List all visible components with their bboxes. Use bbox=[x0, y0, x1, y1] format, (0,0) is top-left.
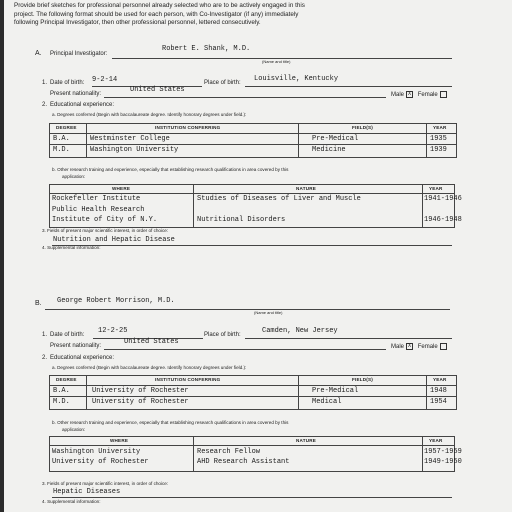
b-res-row-2-nature: AHD Research Assistant bbox=[197, 458, 290, 466]
a-deg-row-1-year: 1935 bbox=[430, 135, 447, 143]
a-deg-row-2-degree: M.D. bbox=[53, 146, 70, 154]
b-col-degree: DEGREE bbox=[56, 377, 77, 382]
a-degrees-col-rule-1 bbox=[86, 123, 87, 157]
intro-line-1: Provide brief sketches for professional personnel already selected who are to be actively engaged in this bbox=[14, 2, 305, 9]
b-res-row-1-nature: Research Fellow bbox=[197, 448, 261, 456]
a-degrees-col-rule-2 bbox=[298, 123, 299, 157]
b-dob-label: Date of birth: bbox=[50, 332, 85, 338]
b-res-row-2-year: 1949-1950 bbox=[424, 458, 462, 466]
a-q1-number: 1. bbox=[42, 80, 48, 86]
a-q3-text: 3. Fields of present major scientific interest, in order of choice: bbox=[42, 228, 169, 233]
a-q2-number: 2. bbox=[42, 102, 48, 108]
a-q2b-text-2: application: bbox=[62, 174, 86, 179]
a-col-institution: INSTITUTION CONFERRING bbox=[155, 125, 221, 130]
a-res-row-2-where: Public Health Research bbox=[52, 206, 145, 214]
b-col-research-year: YEAR bbox=[429, 438, 443, 443]
b-degrees-header-rule bbox=[49, 385, 456, 386]
b-name-caption: (Name and title) bbox=[254, 310, 283, 315]
b-pob[interactable]: Camden, New Jersey bbox=[262, 327, 338, 335]
a-nationality-line bbox=[104, 97, 386, 98]
a-q2a-text: a. Degrees conferred (Begin with baccalaureate degree. Identify honorary degrees under field.): bbox=[52, 112, 247, 117]
a-female-label: Female bbox=[417, 92, 438, 99]
b-research-header-rule bbox=[49, 445, 454, 446]
a-deg-row-2-institution: Washington University bbox=[90, 146, 179, 154]
a-pob-label: Place of birth: bbox=[204, 80, 241, 86]
a-deg-row-2-year: 1939 bbox=[430, 146, 447, 154]
a-nationality-label: Present nationality: bbox=[50, 91, 102, 97]
b-deg-row-1-institution: University of Rochester bbox=[92, 387, 189, 395]
b-deg-row-2-field: Medical bbox=[312, 398, 342, 406]
pi-name[interactable]: Robert E. Shank, M.D. bbox=[162, 45, 251, 53]
a-edu-label: Educational experience: bbox=[50, 102, 115, 108]
b-female-label: Female bbox=[417, 344, 438, 351]
b-q4-text: 4. Supplemental information: bbox=[42, 499, 101, 504]
a-pob-line bbox=[245, 86, 452, 87]
pi-name-caption: (Name and title) bbox=[262, 59, 291, 64]
intro-text bbox=[14, 2, 504, 28]
a-research-col-rule-2 bbox=[422, 184, 423, 227]
intro-line-2: project. The following format should be used for each person, with Co-Investigator (if any) immediately bbox=[14, 10, 299, 18]
b-degrees-col-rule-2 bbox=[298, 375, 299, 409]
b-res-row-1-year: 1957-1959 bbox=[424, 448, 462, 456]
b-col-fields: FIELD(S) bbox=[352, 377, 373, 382]
a-col-nature: NATURE bbox=[296, 186, 316, 191]
a-res-row-3-year: 1946-1948 bbox=[424, 216, 462, 224]
b-degrees-col-rule-1 bbox=[86, 375, 87, 409]
a-degrees-row-rule bbox=[49, 144, 456, 145]
a-degrees-col-rule-3 bbox=[426, 123, 427, 157]
b-q2-number: 2. bbox=[42, 355, 48, 361]
b-col-where: WHERE bbox=[110, 438, 129, 443]
a-col-fields: FIELD(S) bbox=[352, 125, 373, 130]
b-deg-row-2-degree: M.D. bbox=[53, 398, 70, 406]
a-sex-field bbox=[391, 91, 447, 98]
b-research-col-rule-2 bbox=[422, 436, 423, 471]
section-b-letter: B. bbox=[35, 300, 42, 307]
a-pob[interactable]: Louisville, Kentucky bbox=[254, 75, 339, 83]
a-res-row-1-nature: Studies of Diseases of Liver and Muscle bbox=[197, 195, 361, 203]
a-deg-row-1-field: Pre-Medical bbox=[312, 135, 359, 143]
pi-label: Principal Investigator: bbox=[50, 51, 108, 57]
b-nationality-line bbox=[104, 349, 386, 350]
b-res-row-1-where: Washington University bbox=[52, 448, 141, 456]
b-col-year: YEAR bbox=[433, 377, 447, 382]
b-nationality[interactable]: United States bbox=[124, 338, 179, 346]
b-q3-text: 3. Fields of present major scientific interest, in order of choice: bbox=[42, 481, 169, 486]
a-fields-of-interest[interactable]: Nutrition and Hepatic Disease bbox=[53, 236, 175, 244]
intro-line-3: following Principal Investigator, then other professional personnel, lettered consecutively. bbox=[14, 19, 261, 27]
b-res-row-2-where: University of Rochester bbox=[52, 458, 149, 466]
a-male-label: Male bbox=[391, 92, 405, 99]
a-res-row-1-year: 1941-1946 bbox=[424, 195, 462, 203]
b-q2b-text-1: b. Other research training and experience, especially that establishing research qualifications in area covered by this bbox=[52, 420, 289, 425]
a-res-row-1-where: Rockefeller Institute bbox=[52, 195, 141, 203]
a-deg-row-1-institution: Westminster College bbox=[90, 135, 170, 143]
b-col-institution: INSTITUTION CONFERRING bbox=[155, 377, 221, 382]
b-degrees-row-rule bbox=[49, 396, 456, 397]
scan-edge bbox=[0, 0, 4, 512]
a-col-research-year: YEAR bbox=[429, 186, 443, 191]
b-deg-row-1-year: 1948 bbox=[430, 387, 447, 395]
b-name-line bbox=[45, 309, 450, 310]
a-research-col-rule-1 bbox=[193, 184, 194, 227]
b-pob-label: Place of birth: bbox=[204, 332, 241, 338]
a-dob-label: Date of birth: bbox=[50, 80, 85, 86]
b-q2a-text: a. Degrees conferred (Begin with baccalaureate degree. Identify honorary degrees under field.): bbox=[52, 365, 247, 370]
a-q4-text: 4. Supplemental information: bbox=[42, 245, 101, 250]
a-q2b-text-1: b. Other research training and experience, especially that establishing research qualifications in area covered by this bbox=[52, 167, 289, 172]
b-deg-row-2-institution: University of Rochester bbox=[92, 398, 189, 406]
b-female-checkbox[interactable] bbox=[440, 343, 447, 350]
a-col-degree: DEGREE bbox=[56, 125, 77, 130]
b-fields-of-interest[interactable]: Hepatic Diseases bbox=[53, 488, 121, 496]
a-col-year: YEAR bbox=[433, 125, 447, 130]
a-res-row-3-where: Institute of City of N.Y. bbox=[52, 216, 158, 224]
a-research-header-rule bbox=[49, 193, 454, 194]
b-q2b-text-2: application: bbox=[62, 427, 86, 432]
a-nationality[interactable]: United States bbox=[130, 86, 185, 94]
b-edu-label: Educational experience: bbox=[50, 355, 115, 361]
a-res-row-3-nature: Nutritional Disorders bbox=[197, 216, 286, 224]
b-deg-row-1-field: Pre-Medical bbox=[312, 387, 359, 395]
a-female-checkbox[interactable] bbox=[440, 91, 447, 98]
b-name[interactable]: George Robert Morrison, M.D. bbox=[57, 297, 175, 305]
b-male-checkbox[interactable]: X bbox=[407, 343, 412, 349]
b-sex-field bbox=[391, 343, 447, 350]
b-male-label: Male bbox=[391, 344, 405, 351]
a-fields-line bbox=[52, 245, 452, 246]
section-a-letter: A. bbox=[35, 50, 42, 57]
b-dob[interactable]: 12-2-25 bbox=[98, 327, 128, 335]
b-fields-line bbox=[52, 497, 452, 498]
b-col-nature: NATURE bbox=[296, 438, 316, 443]
b-deg-row-2-year: 1954 bbox=[430, 398, 447, 406]
b-pob-line bbox=[245, 338, 452, 339]
b-deg-row-1-degree: B.A. bbox=[53, 387, 70, 395]
a-dob[interactable]: 9-2-14 bbox=[92, 76, 118, 84]
b-nationality-label: Present nationality: bbox=[50, 343, 102, 349]
b-research-col-rule-1 bbox=[193, 436, 194, 471]
b-q1-number: 1. bbox=[42, 332, 48, 338]
a-deg-row-2-field: Medicine bbox=[312, 146, 346, 154]
b-degrees-col-rule-3 bbox=[426, 375, 427, 409]
a-degrees-header-rule bbox=[49, 133, 456, 134]
a-male-checkbox[interactable]: X bbox=[407, 91, 412, 97]
a-deg-row-1-degree: B.A. bbox=[53, 135, 70, 143]
a-col-where: WHERE bbox=[112, 186, 131, 191]
